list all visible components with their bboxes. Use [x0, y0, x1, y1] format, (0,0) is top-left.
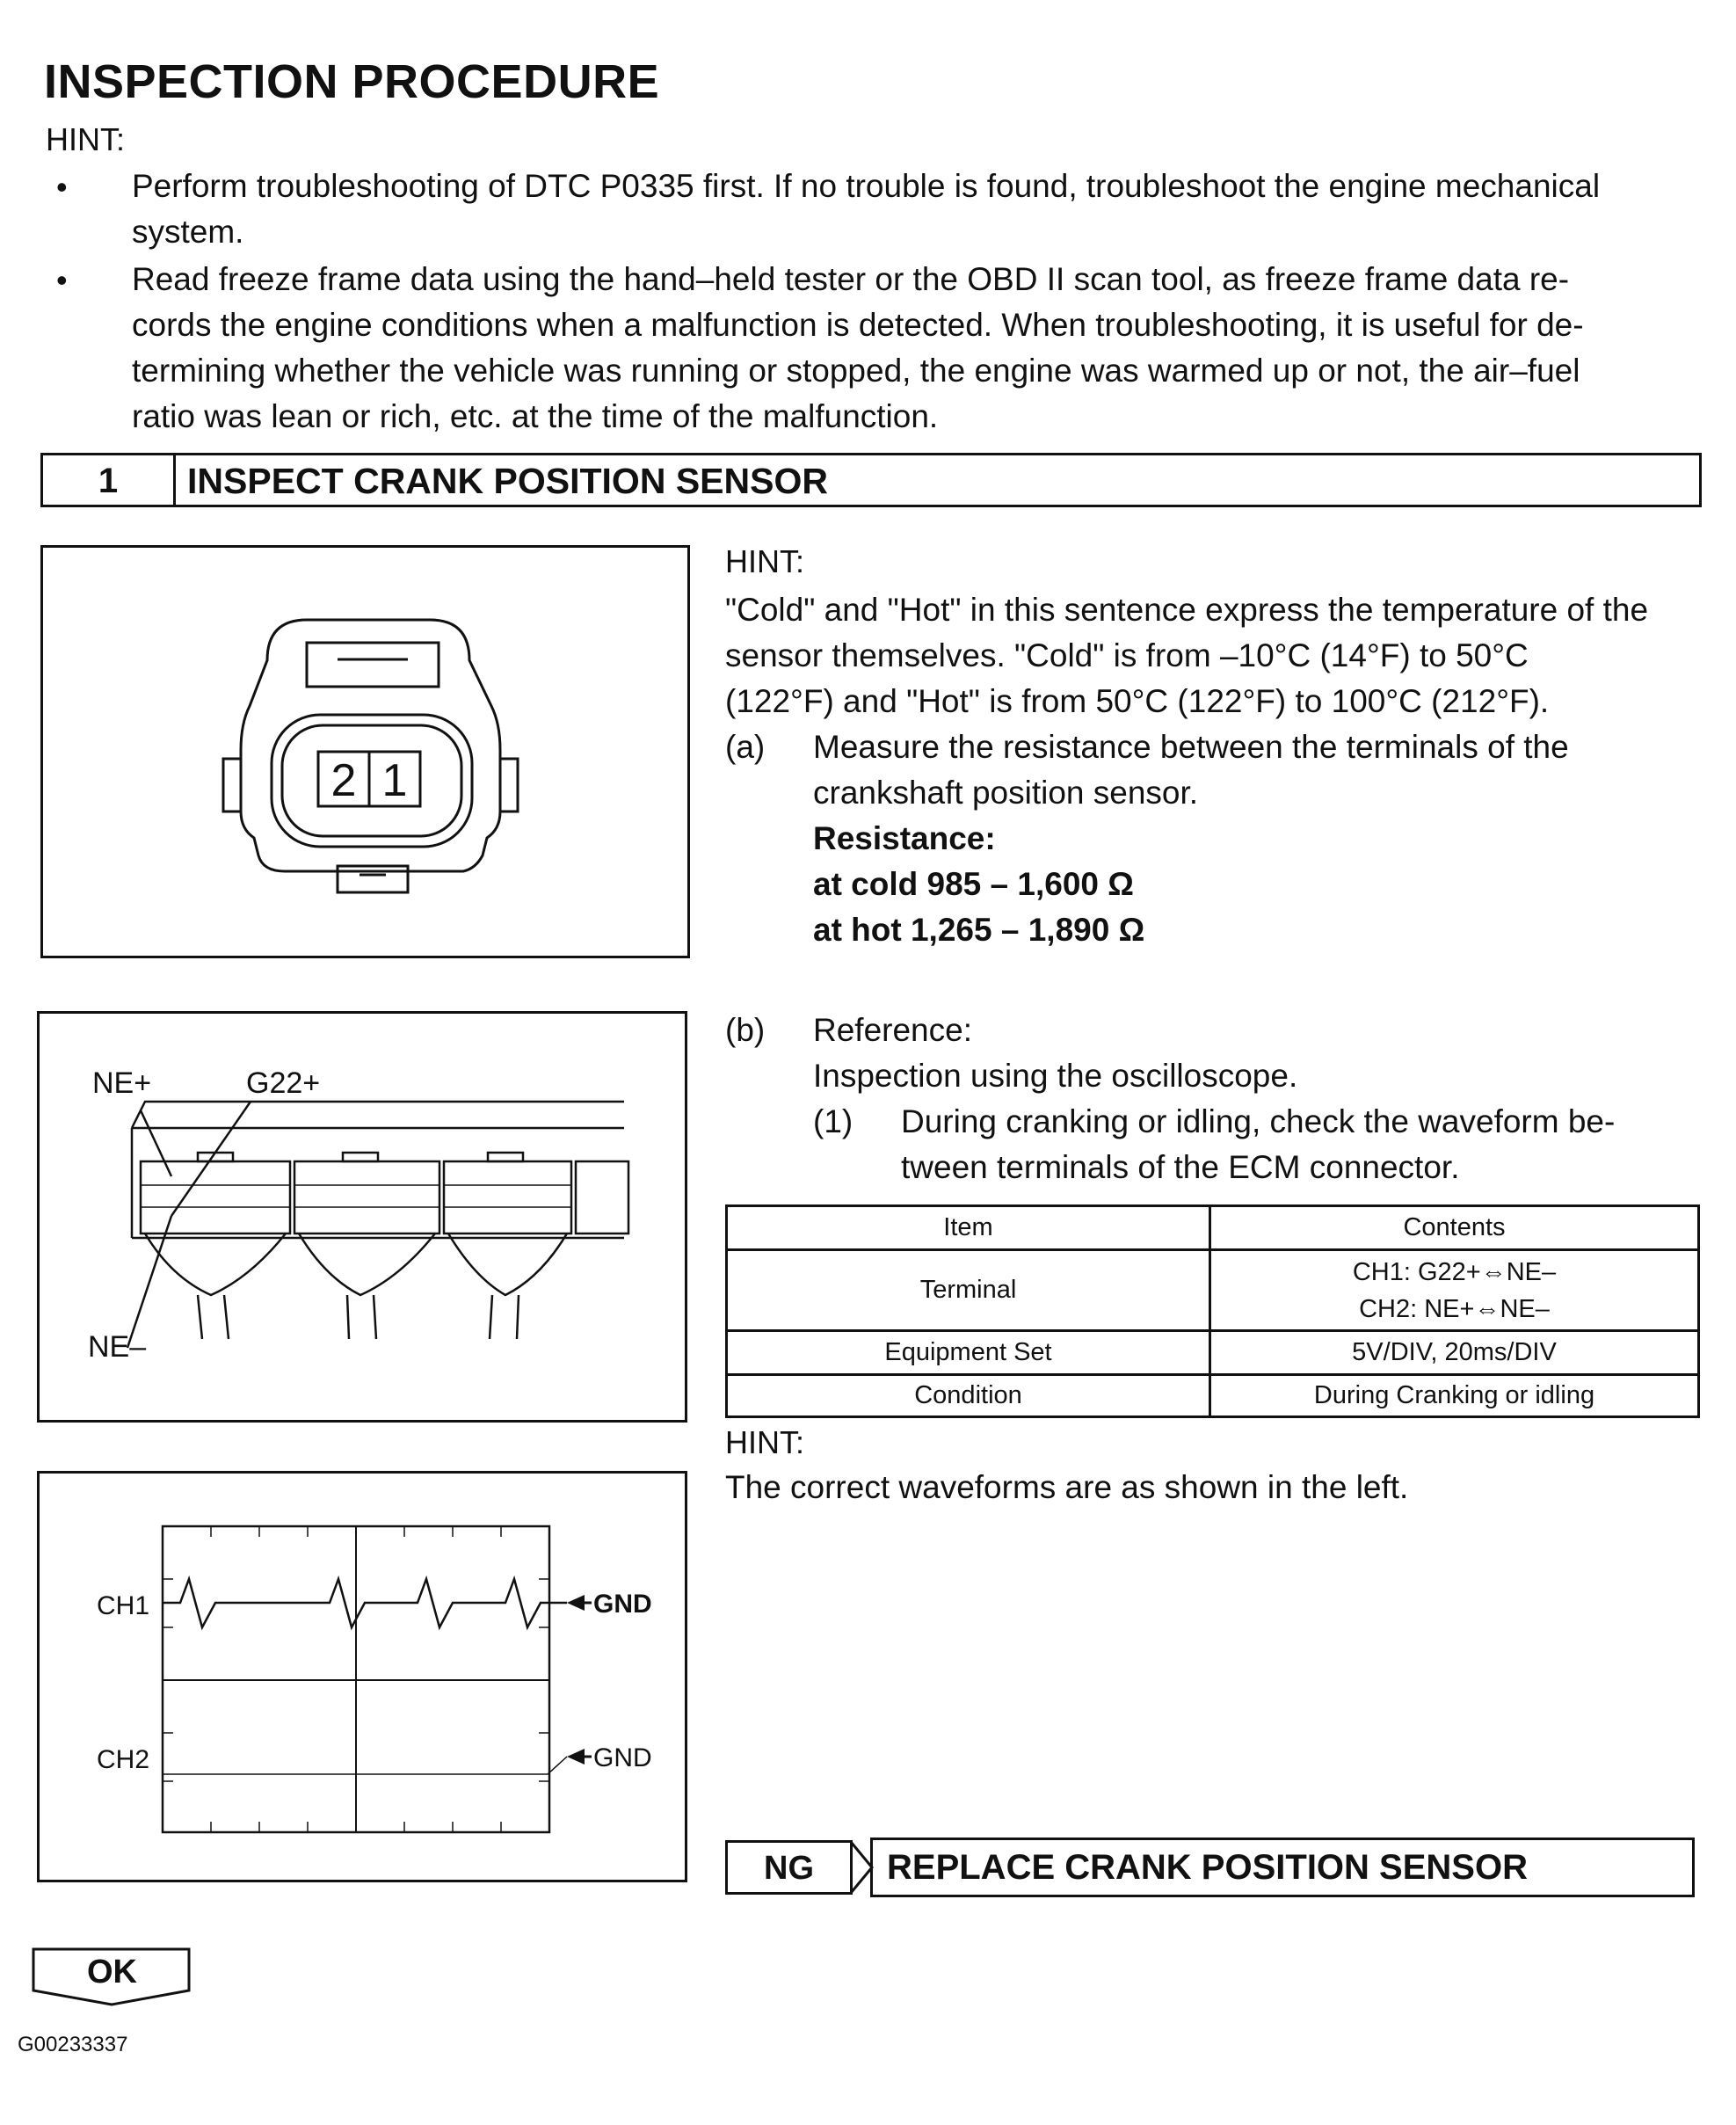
step-a-text: Measure the resistance between the terminals of the crankshaft position sensor. Resistance: at cold 985 – 1,600 Ω at hot 1,265 – 1,890 Ω: [813, 724, 1701, 953]
table-row: Condition During Cranking or idling: [727, 1375, 1699, 1417]
ch1-label: CH1: [97, 1591, 150, 1620]
resistance-hot: at hot 1,265 – 1,890 Ω: [813, 912, 1145, 948]
right-hint-label: HINT:: [725, 543, 804, 579]
hint-label: HINT:: [46, 121, 125, 157]
ng-label: NG: [725, 1840, 853, 1895]
g22-plus-label: G22+: [246, 1066, 321, 1100]
oscilloscope-figure: [37, 1471, 687, 1882]
step-b-text: Reference: Inspection using the oscilloscope.: [813, 1012, 1298, 1094]
resistance-label: Resistance:: [813, 820, 996, 856]
step-title: INSPECT CRANK POSITION SENSOR: [187, 461, 828, 501]
hint2-text: The correct waveforms are as shown in the left.: [725, 1469, 1409, 1505]
ch2-label: CH2: [97, 1745, 150, 1774]
ng-action-box: REPLACE CRANK POSITION SENSOR: [870, 1838, 1695, 1897]
table-header: Item: [727, 1206, 1210, 1250]
step-a-marker: (a): [725, 729, 766, 765]
ecm-connector-figure: [37, 1011, 687, 1423]
step-b1-marker: (1): [813, 1103, 853, 1139]
step-header: [40, 453, 1702, 507]
page-title: INSPECTION PROCEDURE: [44, 55, 660, 108]
table-row: Terminal CH1: G22+⇔NE– CH2: NE+⇔NE–: [727, 1250, 1699, 1331]
table-header: Contents: [1210, 1206, 1699, 1250]
ecm-drawing: [40, 1014, 690, 1425]
resistance-cold: at cold 985 – 1,600 Ω: [813, 866, 1134, 902]
hint-item: Read freeze frame data using the hand–held tester or the OBD II scan tool, as freeze frame data re- cords the engine conditions when a malfunction is detected. When troubleshooting, it is useful for de- termining whether the vehicle was running or stopped, the engine was warmed up or not, the air–fuel ratio was lean or rich, etc. at the time of the malfunction.: [132, 261, 1584, 434]
reference-table: [725, 1204, 1700, 1418]
pin-label: 1: [381, 755, 408, 806]
ne-minus-label: NE–: [88, 1330, 147, 1364]
bullet-icon: •: [56, 169, 68, 205]
ok-label: OK: [87, 1954, 137, 1990]
step-number: 1: [43, 455, 176, 505]
hint2-label: HINT:: [725, 1424, 804, 1460]
gnd-label: GND: [593, 1590, 652, 1619]
hint-item: Perform troubleshooting of DTC P0335 first. If no trouble is found, troubleshoot the engine mechanical system.: [132, 168, 1601, 250]
right-hint-text: "Cold" and "Hot" in this sentence express the temperature of the sensor themselves. "Cold" is from –10°C (14°F) to 50°C (122°F) and "Hot" is from 50°C (122°F) to 100°C (212°F).: [725, 592, 1649, 719]
bullet-icon: •: [56, 262, 68, 298]
ne-plus-label: NE+: [92, 1066, 152, 1100]
step-b-marker: (b): [725, 1012, 766, 1048]
figure-id: G00233337: [18, 2033, 128, 2056]
gnd-label: GND: [593, 1743, 652, 1772]
connector-drawing: [43, 548, 693, 961]
table-row: Equipment Set 5V/DIV, 20ms/DIV: [727, 1331, 1699, 1375]
step-b1-text: During cranking or idling, check the waveform be- tween terminals of the ECM connector.: [901, 1103, 1616, 1185]
pin-label: 2: [330, 755, 357, 806]
connector-figure: [40, 545, 690, 958]
waveform-drawing: [40, 1474, 690, 1885]
